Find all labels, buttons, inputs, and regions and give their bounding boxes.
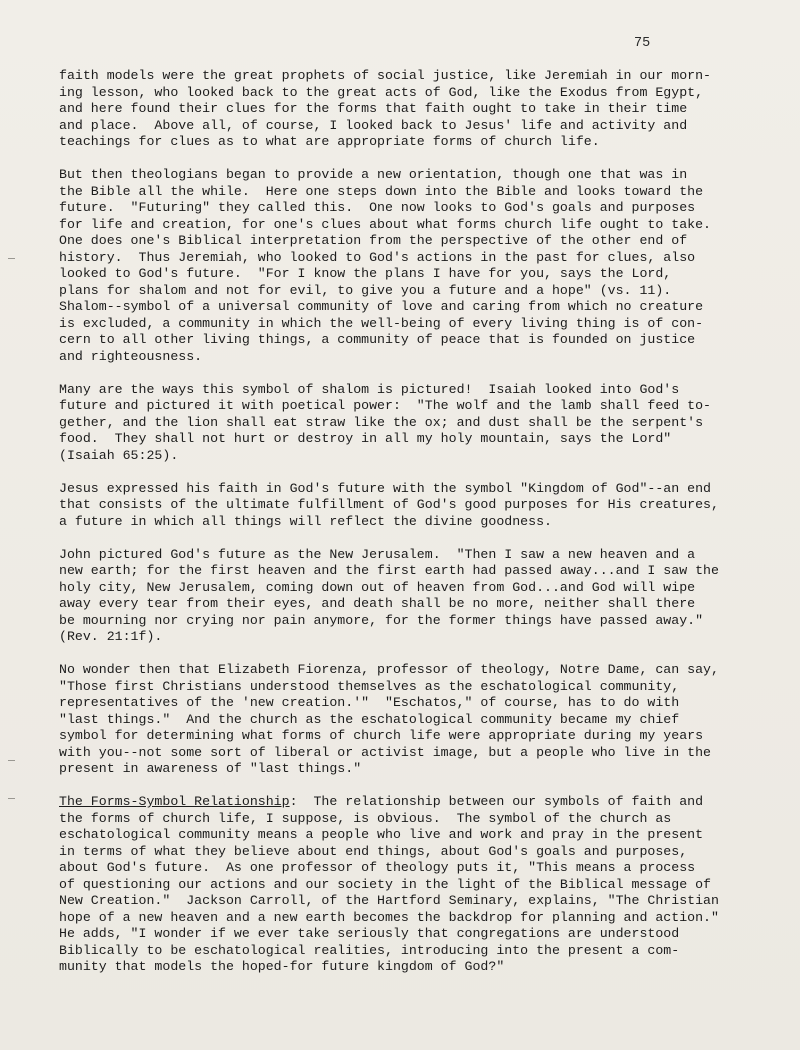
text-line: symbol for determining what forms of church life were appropriate during my years [59, 728, 704, 743]
text-line: "Those first Christians understood themselves as the eschatological community, [59, 678, 680, 694]
paragraph [59, 382, 749, 465]
heading-continuation: : The relationship between our symbols of faith and [289, 794, 704, 809]
text-line: in terms of what they believe about end things, about God's goals and purposes, [59, 843, 688, 859]
text-line: One does one's Biblical interpretation from the perspective of the other end of [59, 233, 688, 248]
text-line: No wonder then that Elizabeth Fiorenza, professor of theology, Notre Dame, can say, [59, 662, 719, 677]
text-line: He adds, "I wonder if we ever take seriously that congregations are understood [59, 926, 680, 941]
text-line: away every tear from their eyes, and death shall be no more, neither shall there [59, 596, 696, 611]
margin-mark [8, 760, 15, 761]
text-line: (Isaiah 65:25). [59, 447, 179, 463]
text-line: the forms of church life, I suppose, is obvious. The symbol of the church as [59, 810, 672, 826]
text-line: of questioning our actions and our society in the light of the Biblical message of [59, 876, 712, 892]
text-line: food. They shall not hurt or destroy in all my holy mountain, says the Lord" [59, 431, 672, 446]
text-line: and here found their clues for the forms that faith ought to take in their time [59, 101, 688, 116]
text-line: Jesus expressed his faith in God's future with the symbol "Kingdom of God"--an end [59, 480, 712, 496]
text-line: Shalom--symbol of a universal community of love and caring from which no creature [59, 299, 704, 314]
text-line: be mourning nor crying nor pain anymore, for the former things have passed away." [59, 612, 704, 628]
text-line: future. "Futuring" they called this. One now looks to God's goals and purposes [59, 200, 696, 215]
text-line: and place. Above all, of course, I looked back to Jesus' life and activity and [59, 117, 688, 133]
text-line: hope of a new heaven and a new earth becomes the backdrop for planning and action." [59, 909, 719, 925]
paragraph [59, 547, 749, 646]
body-text [59, 68, 749, 992]
text-line: teachings for clues as to what are appropriate forms of church life. [59, 134, 600, 149]
text-line: "last things." And the church as the eschatological community became my chief [59, 711, 680, 727]
text-line: is excluded, a community in which the well-being of every living thing is of con- [59, 315, 704, 331]
text-line: Biblically to be eschatological realities, introducing into the present a com- [59, 942, 680, 958]
margin-mark [8, 798, 15, 799]
text-line: eschatological community means a people who live and work and pray in the present [59, 827, 704, 842]
paragraph [59, 794, 749, 976]
text-line: and righteousness. [59, 348, 203, 364]
text-line: gether, and the lion shall eat straw like the ox; and dust shall be the serpent's [59, 414, 704, 430]
text-line: (Rev. 21:1f). [59, 629, 163, 644]
text-line: faith models were the great prophets of social justice, like Jeremiah in our morn- [59, 68, 712, 83]
text-line: the Bible all the while. Here one steps down into the Bible and looks toward the [59, 183, 704, 199]
text-line: that consists of the ultimate fulfillment of God's good purposes for His creatures, [59, 497, 719, 512]
text-line: But then theologians began to provide a new orientation, though one that was in [59, 167, 688, 182]
text-line: with you--not some sort of liberal or activist image, but a people who live in the [59, 744, 712, 760]
text-line: for life and creation, for one's clues about what forms church life ought to take. [59, 216, 712, 232]
paragraph [59, 68, 749, 151]
text-line: present in awareness of "last things." [59, 761, 362, 776]
text-line: munity that models the hoped-for future kingdom of God?" [59, 959, 505, 974]
text-line: history. Thus Jeremiah, who looked to God's actions in the past for clues, also [59, 249, 696, 265]
heading-line [59, 794, 749, 811]
text-line: looked to God's future. "For I know the plans I have for you, says the Lord, [59, 266, 672, 281]
text-line: future and pictured it with poetical power: "The wolf and the lamb shall feed to- [59, 398, 712, 413]
text-line: ing lesson, who looked back to the great acts of God, like the Exodus from Egypt, [59, 84, 704, 100]
text-line: about God's future. As one professor of theology puts it, "This means a process [59, 860, 696, 875]
text-line: New Creation." Jackson Carroll, of the Hartford Seminary, explains, "The Christian [59, 893, 719, 908]
text-line: holy city, New Jerusalem, coming down out of heaven from God...and God will wipe [59, 579, 696, 595]
text-line: plans for shalom and not for evil, to give you a future and a hope" (vs. 11). [59, 282, 672, 298]
text-line: representatives of the 'new creation.'" "Eschatos," of course, has to do with [59, 695, 680, 710]
text-line: John pictured God's future as the New Jerusalem. "Then I saw a new heaven and a [59, 546, 696, 562]
text-line: cern to all other living things, a community of peace that is founded on justice [59, 332, 696, 347]
text-line: Many are the ways this symbol of shalom is pictured! Isaiah looked into God's [59, 381, 680, 397]
section-heading: The Forms-Symbol Relationship [59, 794, 290, 809]
margin-mark [8, 258, 15, 259]
paragraph [59, 167, 749, 365]
text-line: a future in which all things will reflect the divine goodness. [59, 513, 552, 529]
page-number: 75 [634, 36, 651, 51]
paragraph [59, 481, 749, 531]
text-line: new earth; for the first heaven and the first earth had passed away...and I saw the [59, 563, 719, 578]
paragraph [59, 662, 749, 778]
